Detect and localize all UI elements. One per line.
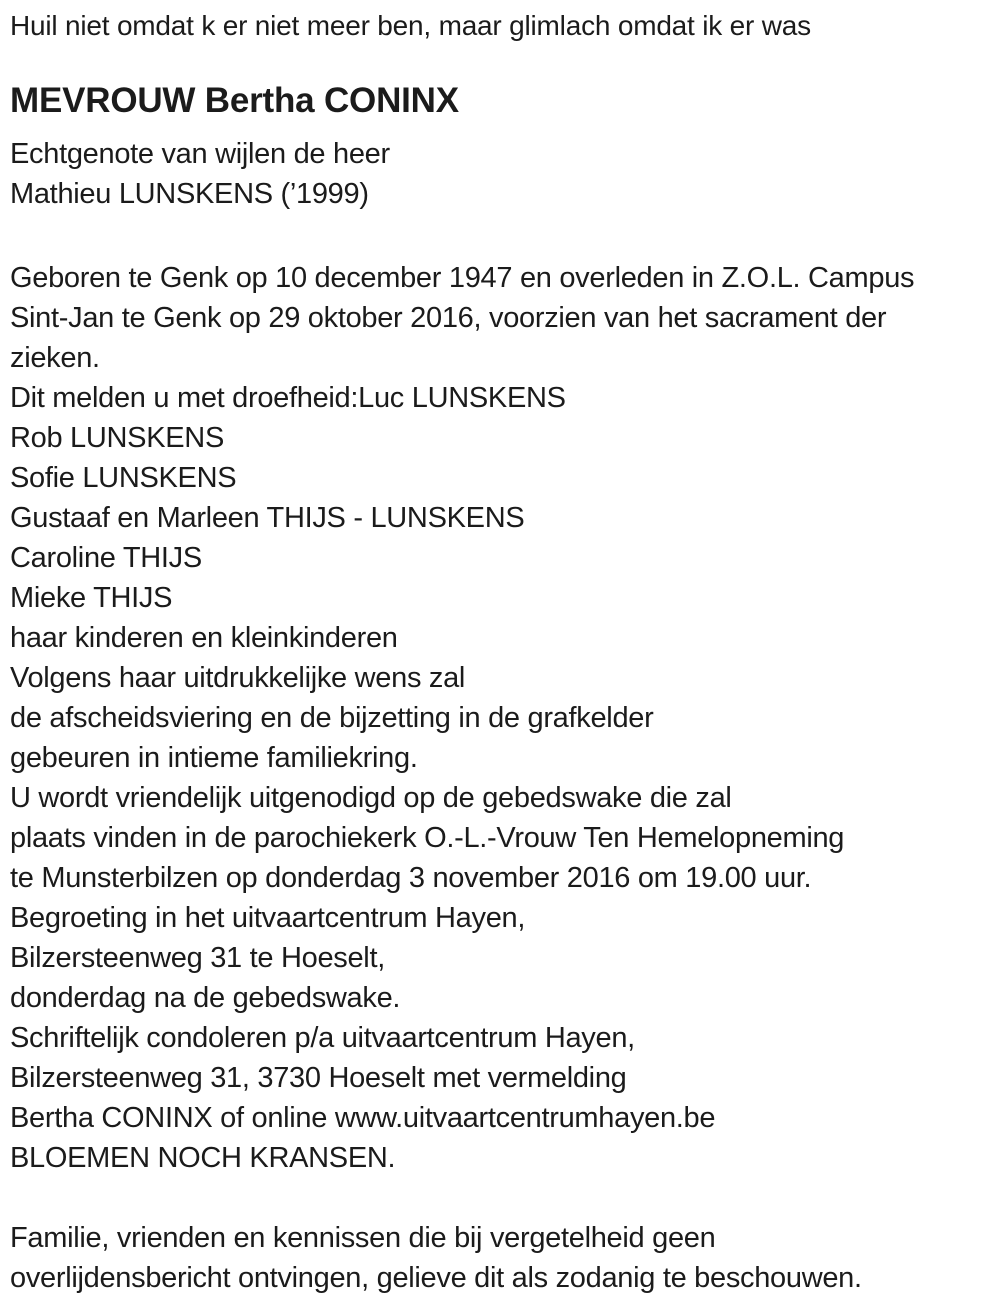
obituary-body-line: haar kinderen en kleinkinderen	[10, 622, 398, 654]
obituary-body-line: plaats vinden in de parochiekerk O.-L.-Vrouw Ten Hemelopneming	[10, 822, 845, 854]
obituary-body-line: Schriftelijk condoleren p/a uitvaartcentrum Hayen,	[10, 1022, 635, 1054]
closing-note-line: Familie, vrienden en kennissen die bij vergetelheid geen	[10, 1222, 716, 1254]
obituary-body-line: Bertha CONINX of online www.uitvaartcentrumhayen.be	[10, 1102, 716, 1134]
closing-note-line: overlijdensbericht ontvingen, gelieve dit als zodanig te beschouwen.	[10, 1262, 862, 1294]
obituary-body-line: Sofie LUNSKENS	[10, 462, 237, 494]
obituary-body-line: Dit melden u met droefheid:Luc LUNSKENS	[10, 382, 566, 414]
obituary-body-line: Bilzersteenweg 31 te Hoeselt,	[10, 942, 385, 974]
obituary-body-line: BLOEMEN NOCH KRANSEN.	[10, 1142, 396, 1174]
obituary-body-line: zieken.	[10, 342, 100, 374]
spouse-info-line: Echtgenote van wijlen de heer	[10, 138, 390, 170]
obituary-body-line: de afscheidsviering en de bijzetting in de grafkelder	[10, 702, 654, 734]
closing-note	[10, 1218, 972, 1298]
obituary-body	[10, 258, 972, 1178]
obituary-body-line: Volgens haar uitdrukkelijke wens zal	[10, 662, 466, 694]
obituary-body-line: Rob LUNSKENS	[10, 422, 224, 454]
obituary-body-line: donderdag na de gebedswake.	[10, 982, 401, 1014]
obituary-body-line: Geboren te Genk op 10 december 1947 en overleden in Z.O.L. Campus	[10, 262, 915, 294]
obituary-body-line: Begroeting in het uitvaartcentrum Hayen,	[10, 902, 526, 934]
obituary-body-line: U wordt vriendelijk uitgenodigd op de gebedswake die zal	[10, 782, 732, 814]
obituary-body-line: gebeuren in intieme familiekring.	[10, 742, 418, 774]
deceased-name-heading: MEVROUW Bertha CONINX	[10, 81, 459, 120]
obituary-body-line: Caroline THIJS	[10, 542, 202, 574]
memorial-quote: Huil niet omdat k er niet meer ben, maar glimlach omdat ik er was	[10, 10, 811, 41]
obituary-body-line: Bilzersteenweg 31, 3730 Hoeselt met vermelding	[10, 1062, 627, 1094]
obituary-body-line: te Munsterbilzen op donderdag 3 november 2016 om 19.00 uur.	[10, 862, 812, 894]
spouse-info	[10, 134, 972, 214]
obituary-body-line: Gustaaf en Marleen THIJS - LUNSKENS	[10, 502, 525, 534]
obituary-body-line: Sint-Jan te Genk op 29 oktober 2016, voorzien van het sacrament der	[10, 302, 887, 334]
spouse-info-line: Mathieu LUNSKENS (’1999)	[10, 178, 369, 210]
obituary-body-line: Mieke THIJS	[10, 582, 173, 614]
